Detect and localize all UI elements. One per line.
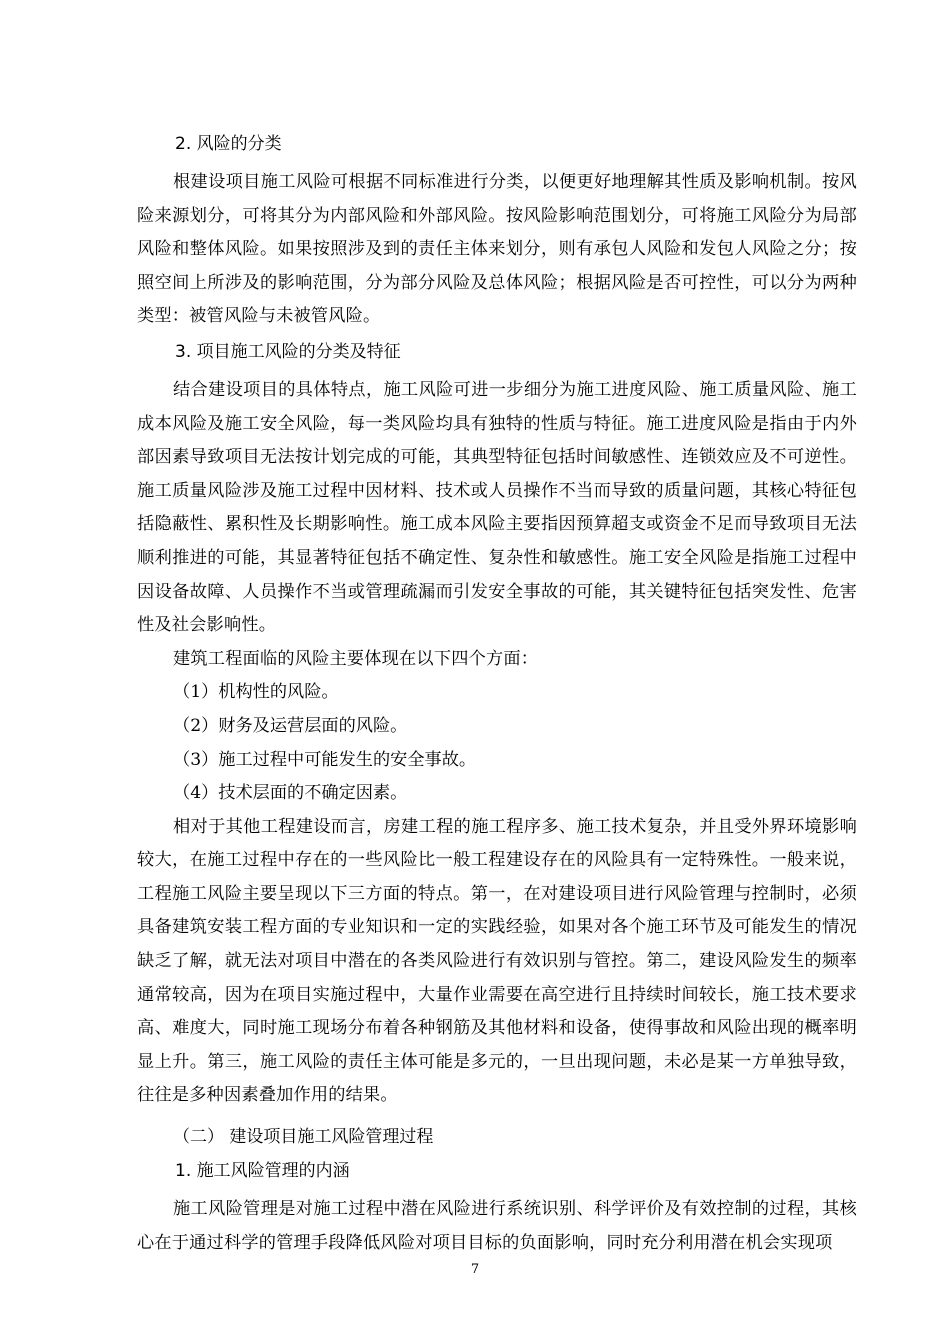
list-item-2: （2）财务及运营层面的风险。: [173, 715, 408, 736]
list-item-1: （1）机构性的风险。: [173, 682, 339, 703]
paragraph-project-risk-features: 结合建设项目的具体特点，施工风险可进一步细分为施工进度风险、施工质量风险、施工成本风险及施工安全风险，每一类风险均具有独特的性质与特征。施工进度风险是指由于内外部因素导致项目无法按计划完成的可能，其典型特征包括时间敏感性、连锁效应及不可逆性。施工质量风险涉及施工过程中因材料、技术或人员操作不当而导致的质量问题，其核心特征包括隐蔽性、累积性及长期影响性。施工成本风险主要指因预算超支或资金不足而导致项目无法顺利推进的可能，其显著特征包括不确定性、复杂性和敏感性。施工安全风险是指施工过程中因设备故障、人员操作不当或管理疏漏而引发安全事故的可能，其关键特征包括突发性、危害性及社会影响性。: [137, 379, 857, 636]
page-number: 7: [470, 1262, 480, 1277]
page-body: [137, 132, 857, 1260]
section-heading-project-risk-features: 3. 项目施工风险的分类及特征: [175, 341, 401, 362]
paragraph-list-intro: 建筑工程面临的风险主要体现在以下四个方面：: [173, 648, 539, 669]
section-heading-risk-classification: 2. 风险的分类: [175, 134, 282, 154]
section-heading-risk-management-meaning: 1. 施工风险管理的内涵: [175, 1161, 350, 1182]
list-item-4: （4）技术层面的不确定因素。: [173, 783, 408, 804]
paragraph-risk-classification: 根建设项目施工风险可根据不同标准进行分类，以便更好地理解其性质及影响机制。按风险来源划分，可将其分为内部风险和外部风险。按风险影响范围划分，可将施工风险分为局部风险和整体风险。如果按照涉及到的责任主体来划分，则有承包人风险和发包人风险之分；按照空间上所涉及的影响范围，分为部分风险及总体风险；根据风险是否可控性，可以分为两种类型：被管风险与未被管风险。: [137, 172, 857, 327]
paragraph-risk-management-meaning: 施工风险管理是对施工过程中潜在风险进行系统识别、科学评价及有效控制的过程，其核心在于通过科学的管理手段降低风险对项目目标的负面影响，同时充分利用潜在机会实现项: [137, 1199, 857, 1253]
list-item-3: （3）施工过程中可能发生的安全事故。: [173, 749, 477, 770]
part-heading-risk-management-process: （二） 建设项目施工风险管理过程: [173, 1127, 434, 1148]
paragraph-construction-risk-characteristics: 相对于其他工程建设而言，房建工程的施工程序多、施工技术复杂，并且受外界环境影响较大，在施工过程中存在的一些风险比一般工程建设存在的风险具有一定特殊性。一般来说，工程施工风险主要呈现以下三方面的特点。第一，在对建设项目进行风险管理与控制时，必须具备建筑安装工程方面的专业知识和一定的实践经验，如果对各个施工环节及可能发生的情况缺乏了解，就无法对项目中潜在的各类风险进行有效识别与管控。第二，建设风险发生的频率通常较高，因为在项目实施过程中，大量作业需要在高空进行且持续时间较长，施工技术要求高、难度大，同时施工现场分布着各种钢筋及其他材料和设备，使得事故和风险出现的概率明显上升。第三，施工风险的责任主体可能是多元的，一旦出现问题，未必是某一方单独导致，往往是多种因素叠加作用的结果。: [137, 816, 857, 1106]
